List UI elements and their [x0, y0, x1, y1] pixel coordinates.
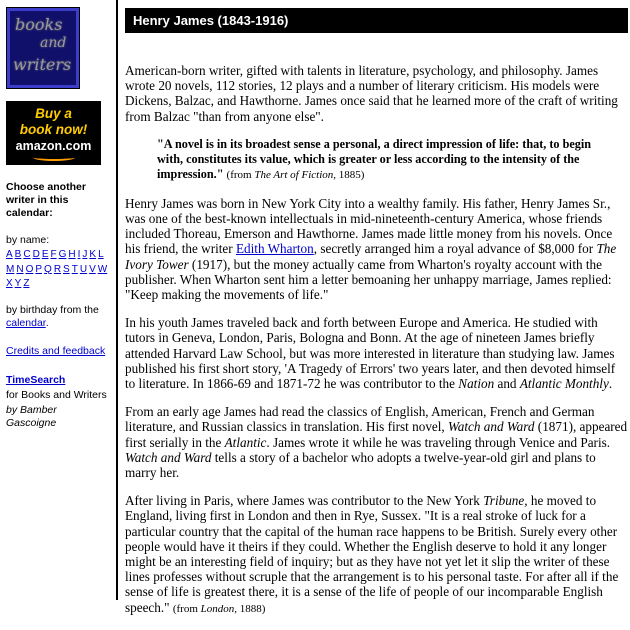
birthday-calendar-text: by birthday from the calendar.: [6, 303, 99, 329]
novel-definition-quote: "A novel is in its broadest sense a personal, a direct impression of life: that, to begin with, constitutes its value, which is greater or less according to the intensity of the impression." (from The Art of Fiction, 1885): [157, 136, 592, 181]
amazon-smile-icon: [33, 154, 75, 161]
timesearch-link[interactable]: TimeSearch: [6, 373, 66, 386]
alphabet-link-G[interactable]: G: [58, 249, 67, 261]
alphabet-link-F[interactable]: F: [50, 249, 57, 261]
alphabet-link-R[interactable]: R: [53, 263, 62, 275]
books-and-writers-logo[interactable]: [7, 8, 79, 88]
biography-paragraph-3: From an early age James had read the classics of English, American, French and German literature, and Russian classics in translation. His first novel, Watch and Ward (1871), appeared first serially in the Atlantic. James wrote it while he was traveling through Venice and Paris. Watch and Ward tells a story of a bachelor who adopts a twelve-year-old girl and plans to marry her.: [125, 404, 628, 481]
alphabet-link-Q[interactable]: Q: [44, 263, 52, 275]
alphabet-link-S[interactable]: S: [63, 263, 70, 275]
alphabet-row-2: [6, 263, 110, 277]
alphabet-link-U[interactable]: U: [79, 263, 88, 275]
sidebar: [0, 0, 112, 430]
choose-writer-heading: Choose another writer in this calendar:: [6, 180, 86, 219]
alphabet-link-W[interactable]: W: [97, 263, 108, 275]
amazon-buy-line1: Buy a: [35, 106, 72, 121]
logo-word-writers: writers: [13, 55, 72, 74]
timesearch-block: [6, 374, 112, 431]
alphabet-link-Z[interactable]: Z: [23, 278, 30, 290]
alphabet-link-K[interactable]: K: [89, 249, 97, 261]
article-body: [125, 63, 628, 617]
alphabet-link-N[interactable]: N: [16, 263, 24, 275]
alphabet-link-L[interactable]: L: [98, 249, 104, 261]
alphabet-link-B[interactable]: B: [14, 249, 22, 261]
alphabet-link-V[interactable]: V: [89, 263, 96, 275]
alphabet-link-O[interactable]: O: [25, 263, 34, 275]
alphabet-row-3: [6, 277, 110, 291]
amazon-buy-book-button[interactable]: [6, 101, 101, 165]
biography-paragraph-1: Henry James was born in New York City into a wealthy family. His father, Henry James Sr., was one of the best-known intellectuals in mid-nineteenth-century America, whose friends included Thoreau, Emerson and Hawthorne. James made little money from his novels. Once his friend, the writer Edith Wharton, secretly arranged him a royal advance of $8,000 for The Ivory Tower (1917), but the money actually came from Wharton's royalty account with the publisher. When Wharton sent him a letter bemoaning her unhappy marriage, James replied: "Keep making the movements of life.": [125, 195, 617, 303]
timesearch-desc: for Books and Writers: [6, 389, 107, 402]
alphabet-link-T[interactable]: T: [71, 263, 78, 275]
logo-word-books: books: [15, 15, 63, 34]
alphabet-link-Y[interactable]: Y: [14, 278, 22, 290]
alphabet-link-P[interactable]: P: [35, 263, 43, 275]
alphabet-link-A[interactable]: A: [6, 249, 13, 261]
biography-paragraph-2: In his youth James traveled back and forth between Europe and America. He studied with tutors in Geneva, London, Paris, Bologna and Bonn. At the age of nineteen James briefly attended Harvard Law School, but was more interested in literature than studying law. James published his first short story, 'A Tragedy of Errors' two years later, and then devoted himself to literature. In 1866-69 and 1871-72 he was contributor to the Nation and Atlantic Monthly.: [125, 315, 616, 392]
alphabet-link-J[interactable]: J: [82, 249, 88, 261]
alphabet-link-M[interactable]: M: [6, 263, 15, 275]
by-name-label: by name:: [6, 233, 50, 246]
amazon-buy-line2: book now!: [19, 121, 88, 137]
page-title: Henry James (1843-1916): [125, 8, 628, 33]
amazon-logo: amazon.com: [15, 139, 92, 154]
intro-paragraph: American-born writer, gifted with talents in literature, psychology, and philosophy. James wrote 20 novels, 112 stories, 12 plays and a number of literary criticism. His models were Dickens, Balzac, and Hawthorne. James once said that he learned more of the craft of writing from Balzac "than from anyone else".: [125, 63, 618, 124]
inline-link[interactable]: calendar: [6, 316, 46, 329]
alphabet-link-C[interactable]: C: [23, 249, 31, 261]
logo-word-and: and: [40, 35, 67, 51]
alphabet-link-E[interactable]: E: [41, 249, 49, 261]
timesearch-author: by Bamber Gascoigne: [6, 404, 57, 430]
vertical-divider: [116, 0, 118, 600]
alphabet-link-H[interactable]: H: [68, 249, 76, 261]
biography-paragraph-4: After living in Paris, where James was contributor to the New York Tribune, he moved to England, living first in London and then in Rye, Sussex. "It is a real stroke of luck for a particular country that the capital of the human race happens to be British. Surely every other people would have it theirs if they could. Whether the English deserve to hold it any longer might be an interesting field of inquiry; but as they have not yet let it slip the writer of these lines professes without scruple that the arrangement is to his personal taste. For after all if the sense of life is greatest there, it is a sense of the life of people of our incomparable English speech." (from London, 1888): [125, 493, 619, 615]
main-content: [125, 8, 628, 630]
alphabet-row-1: [6, 248, 110, 262]
credits-block: [6, 345, 112, 358]
alphabet-link-X[interactable]: X: [6, 278, 13, 290]
inline-link[interactable]: Edith Wharton: [235, 241, 314, 257]
alphabet-link-D[interactable]: D: [32, 249, 40, 261]
credits-feedback-link[interactable]: Credits and feedback: [6, 344, 106, 357]
alphabet-link-I[interactable]: I: [77, 249, 81, 261]
